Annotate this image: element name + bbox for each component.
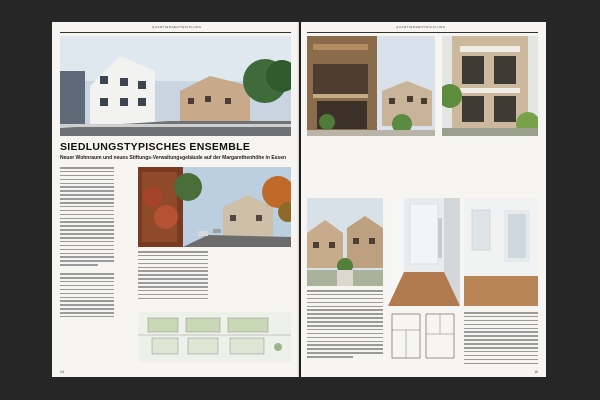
white-building-street-photo	[60, 36, 291, 136]
green-balcony-photo	[442, 36, 538, 136]
article-subtitle: Neuer Wohnraum und neues Stiftungs-Verwaltungsgebäude auf der Margarethenhöhe in Essen	[60, 155, 287, 161]
left-page	[52, 22, 299, 377]
site-plan-drawing	[138, 312, 291, 362]
courtyard-houses-photo	[307, 198, 383, 286]
page-number-right: 15	[534, 370, 538, 374]
right-page	[301, 22, 546, 377]
interior-hallway-photo	[388, 198, 460, 306]
page-number-left: 14	[60, 370, 64, 374]
ivy-street-photo	[138, 167, 291, 247]
balcony-facade-photo	[307, 36, 435, 136]
floor-plan-drawing	[388, 310, 460, 362]
interior-room-photo	[464, 198, 538, 306]
top-rule	[60, 32, 291, 33]
section-label-right: QUARTIERSENTWICKLUNG	[396, 25, 446, 29]
section-label-left: QUARTIERSENTWICKLUNG	[152, 25, 202, 29]
body-text-column-1	[60, 167, 114, 320]
body-text-column-2	[138, 251, 208, 302]
top-rule-right	[307, 32, 538, 33]
body-text-column-4	[464, 312, 538, 366]
body-text-column-3	[307, 290, 383, 360]
article-title: SIEDLUNGSTYPISCHES ENSEMBLE	[60, 141, 251, 153]
